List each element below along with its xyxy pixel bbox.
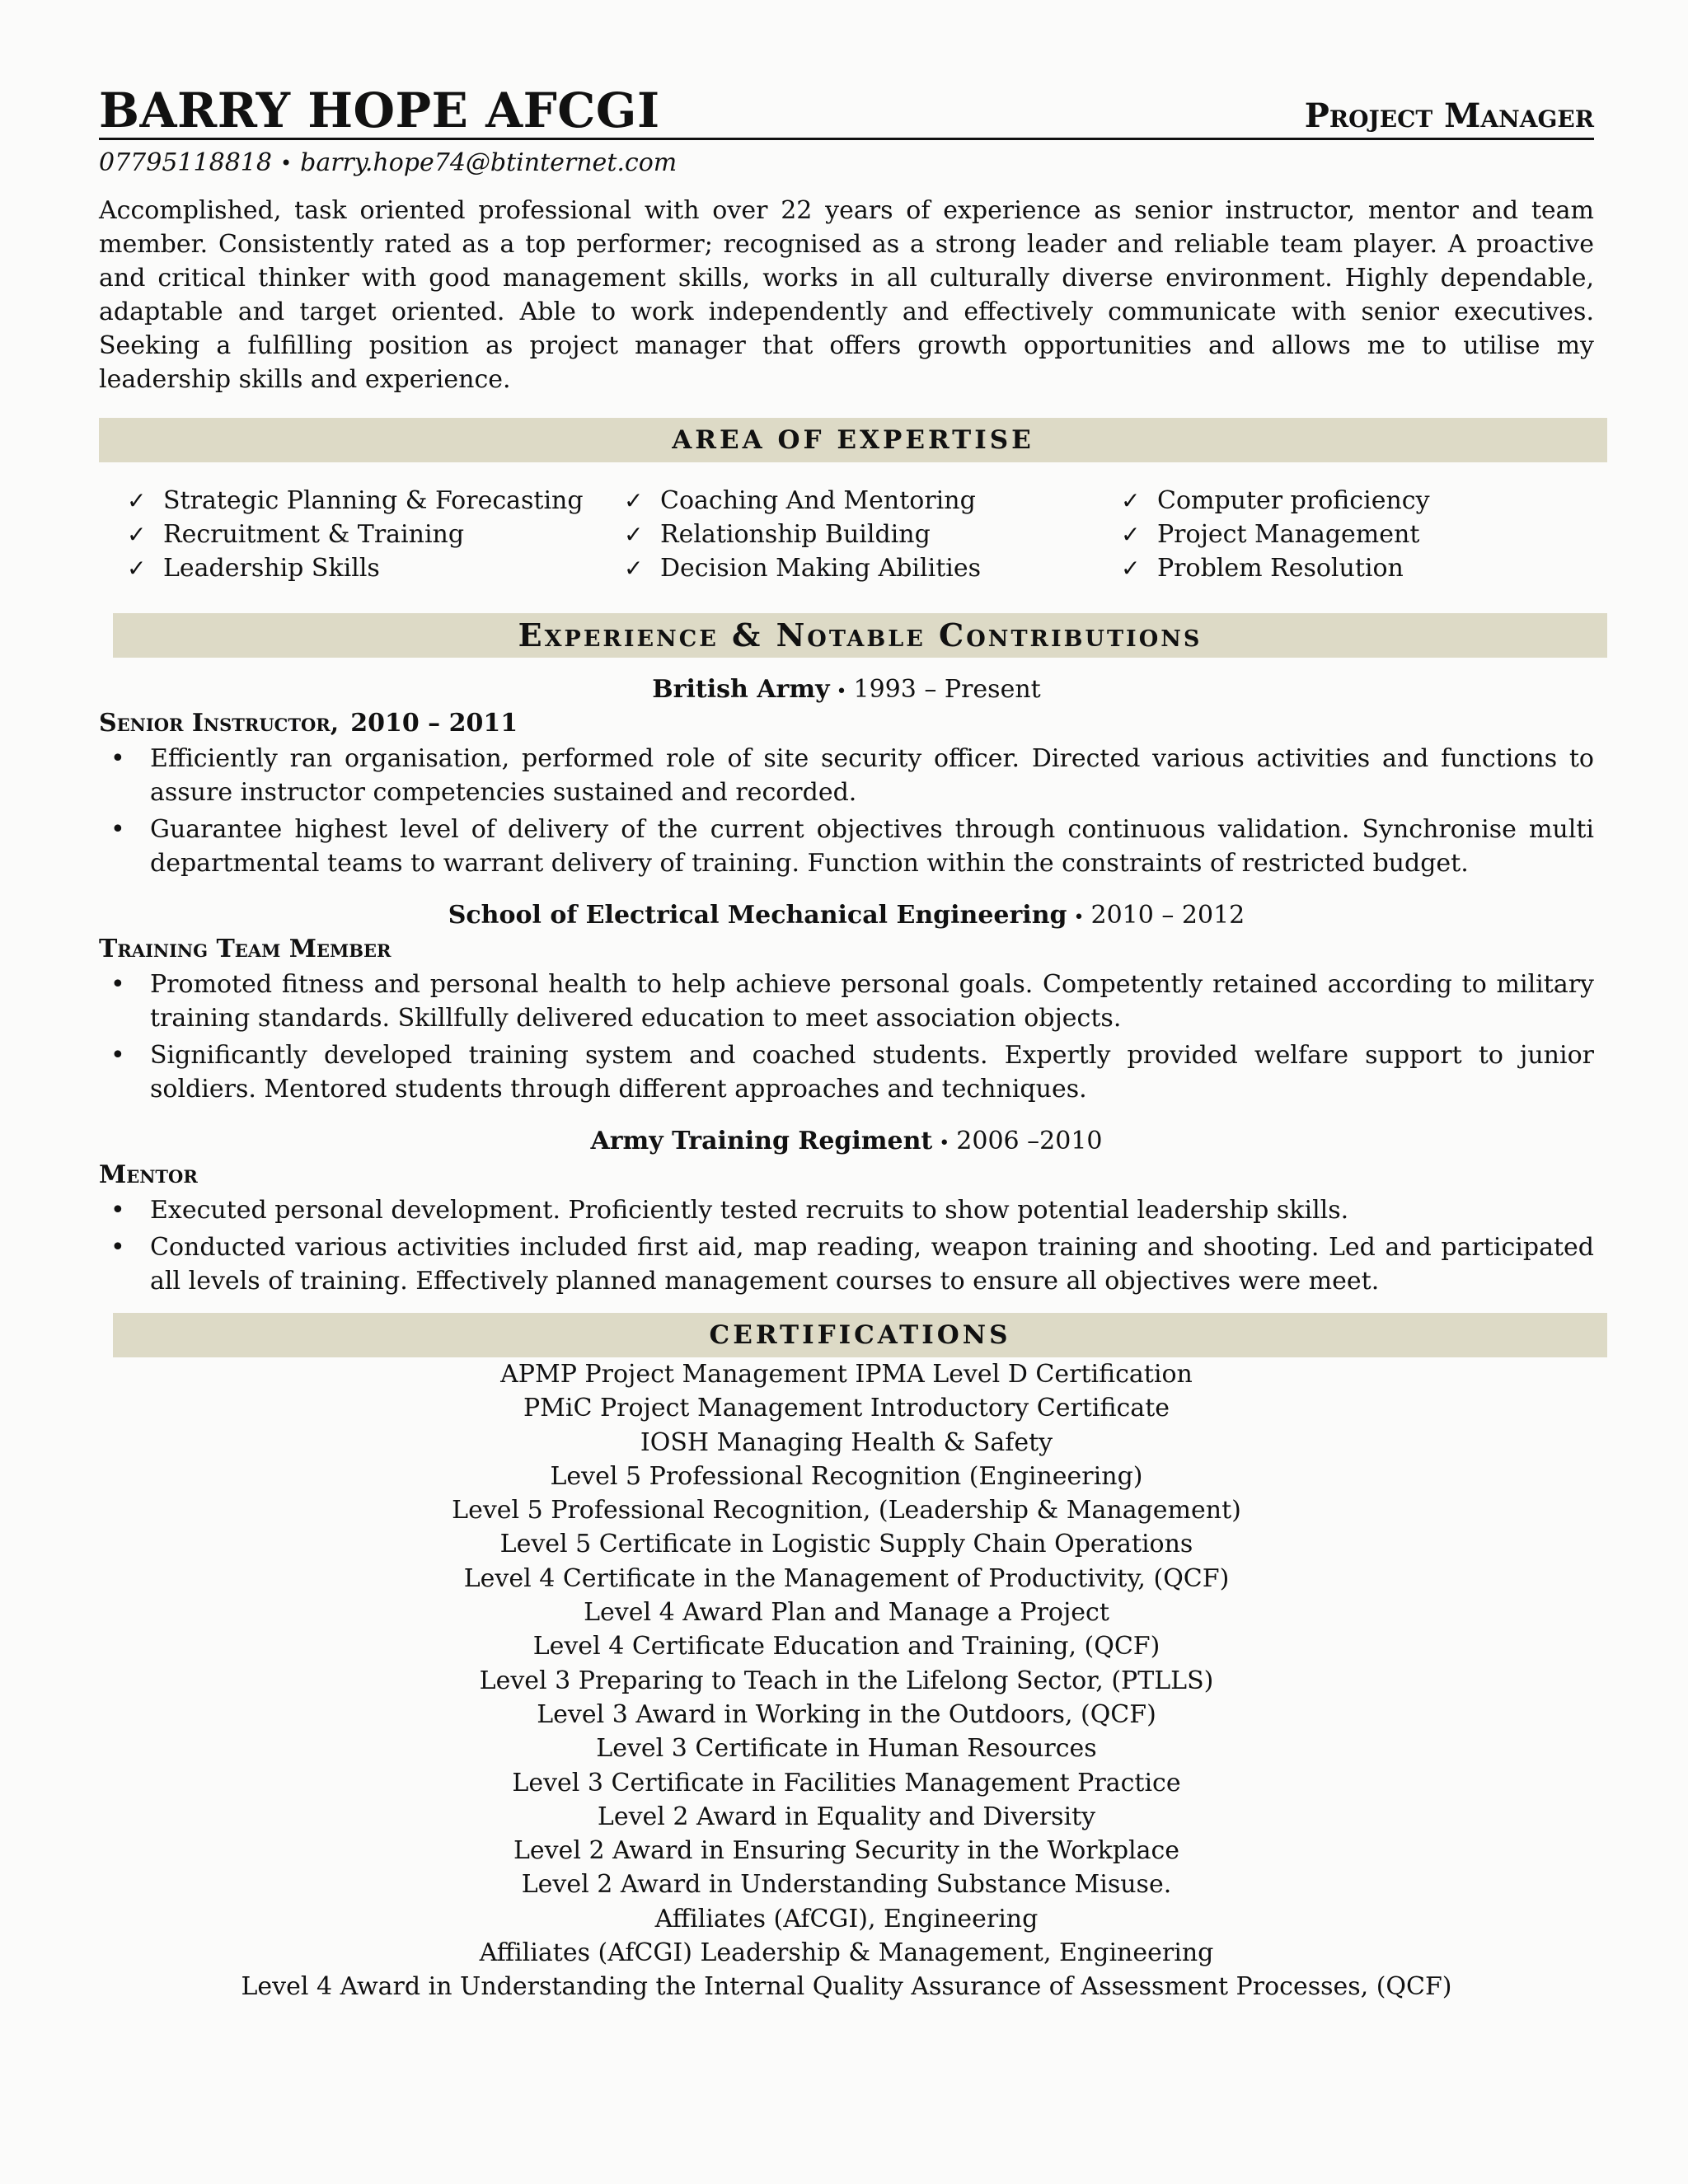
achievement-list: [99, 968, 1594, 1106]
certification-item: Level 4 Certificate in the Management of Productivity, (QCF): [463, 1563, 1230, 1593]
certification-item: Level 2 Award in Ensuring Security in the Workplace: [513, 1836, 1180, 1866]
separator-dot: •: [836, 682, 847, 702]
job-title: [99, 709, 1594, 738]
expertise-item: [1121, 518, 1582, 551]
certification-item: Level 4 Certificate Education and Training, (QCF): [532, 1632, 1160, 1661]
certification-item: Level 4 Award in Understanding the Internal Quality Assurance of Assessment Processes, (QCF): [241, 1972, 1452, 2002]
employer-dates: 2006 –2010: [956, 1127, 1103, 1155]
certification-item: Level 2 Award in Understanding Substance Misuse.: [521, 1870, 1172, 1900]
certification-item: Level 4 Award Plan and Manage a Project: [584, 1598, 1109, 1628]
expertise-label: Coaching And Mentoring: [660, 486, 976, 515]
certification-item: Level 3 Preparing to Teach in the Lifelong Sector, (PTLLS): [479, 1666, 1214, 1695]
professional-summary: Accomplished, task oriented professional with over 22 years of experience as senior instructor, mentor and team member. Consistently rated as a top performer; recognised as a strong leader and reliable team player. A proactive and critical thinker with good management skills, works in all culturally diverse environment. Highly dependable, adaptable and target oriented. Able to work independently and effectively communicate with senior executives. Seeking a fulfilling position as project manager that offers growth opportunities and allows me to utilise my leadership skills and experience.: [99, 196, 1594, 394]
resume-document: [99, 82, 1594, 2004]
expertise-label: Decision Making Abilities: [660, 554, 982, 583]
expertise-heading: AREA OF EXPERTISE: [99, 418, 1607, 462]
employer-name: British Army: [652, 675, 830, 704]
certifications-heading: CERTIFICATIONS: [113, 1313, 1607, 1357]
achievement-item: • Promoted fitness and personal health to help achieve personal goals. Competently retained according to military training standards. Skillfully delivered education to meet association objects.: [99, 968, 1594, 1035]
certification-item: Level 3 Certificate in Facilities Management Practice: [512, 1768, 1181, 1797]
expertise-label: Computer proficiency: [1157, 486, 1430, 515]
expertise-label: Problem Resolution: [1157, 554, 1404, 583]
expertise-item: [127, 551, 624, 585]
achievement-list: [99, 1193, 1594, 1298]
employer-dates: 1993 – Present: [853, 675, 1041, 704]
email-address: barry.hope74@btinternet.com: [300, 148, 678, 177]
employer-line: [99, 673, 1594, 709]
experience-heading: Experience & Notable Contributions: [113, 613, 1607, 658]
employer-name: Army Training Regiment: [590, 1127, 933, 1155]
expertise-item: [624, 484, 1121, 518]
expertise-label: Leadership Skills: [163, 554, 380, 583]
employer-line: [99, 1124, 1594, 1160]
achievement-item: • Efficiently ran organisation, performed role of site security officer. Directed various activities and functions to assure instructor competencies sustained and recorded.: [99, 742, 1594, 809]
expertise-grid: [127, 484, 1594, 585]
expertise-item: [624, 551, 1121, 585]
checkmark-icon: ✓: [127, 487, 147, 514]
expertise-item: [1121, 551, 1582, 585]
expertise-label: Strategic Planning & Forecasting: [163, 486, 584, 515]
expertise-item: [127, 518, 624, 551]
checkmark-icon: ✓: [127, 521, 147, 548]
checkmark-icon: ✓: [1121, 555, 1141, 582]
candidate-name: BARRY HOPE AFCGI: [99, 82, 660, 138]
contact-line: [99, 148, 1594, 177]
certification-item: Level 3 Certificate in Human Resources: [596, 1734, 1097, 1764]
separator-dot: •: [939, 1133, 950, 1154]
checkmark-icon: ✓: [624, 555, 644, 582]
certification-item: Affiliates (AfCGI) Leadership & Management, Engineering: [479, 1938, 1214, 1968]
certification-item: Level 2 Award in Equality and Diversity: [597, 1802, 1096, 1831]
expertise-label: Relationship Building: [660, 520, 931, 549]
certification-item: IOSH Managing Health & Safety: [640, 1427, 1053, 1457]
separator-dot: •: [279, 151, 293, 175]
expertise-label: Project Management: [1157, 520, 1420, 549]
certification-item: Level 5 Professional Recognition, (Leadership & Management): [452, 1496, 1241, 1526]
certification-item: Affiliates (AfCGI), Engineering: [654, 1904, 1039, 1933]
expertise-item: [624, 518, 1121, 551]
employer-dates: 2010 – 2012: [1090, 901, 1245, 930]
checkmark-icon: ✓: [127, 555, 147, 582]
job-title-text: Mentor: [99, 1160, 198, 1189]
resume-header: [99, 82, 1594, 140]
achievement-list: [99, 742, 1594, 880]
expertise-item: [127, 484, 624, 518]
employer-line: [99, 898, 1594, 935]
checkmark-icon: ✓: [1121, 521, 1141, 548]
certifications-list: [99, 1357, 1594, 2004]
experience-list: [99, 673, 1594, 1298]
job-title: [99, 1160, 1594, 1190]
achievement-item: • Guarantee highest level of delivery of the current objectives through continuous validation. Synchronise multi departmental teams to warrant delivery of training. Function within the constraints of restricted budget.: [99, 813, 1594, 880]
target-role: Project Manager: [1304, 96, 1594, 135]
certification-item: PMiC Project Management Introductory Certificate: [523, 1394, 1170, 1423]
employer-name: School of Electrical Mechanical Engineering: [448, 901, 1067, 930]
checkmark-icon: ✓: [624, 487, 644, 514]
job-title-years: 2010 – 2011: [350, 709, 518, 738]
checkmark-icon: ✓: [624, 521, 644, 548]
phone-number: 07795118818: [99, 148, 272, 177]
job-title-text: Training Team Member: [99, 935, 392, 963]
achievement-item: • Executed personal development. Proficiently tested recruits to show potential leadership skills.: [99, 1193, 1594, 1227]
expertise-label: Recruitment & Training: [163, 520, 465, 549]
job-title: [99, 935, 1594, 964]
certification-item: Level 5 Certificate in Logistic Supply Chain Operations: [499, 1530, 1193, 1559]
expertise-item: [1121, 484, 1582, 518]
achievement-item: • Significantly developed training system and coached students. Expertly provided welfare support to junior soldiers. Mentored students through different approaches and techniques.: [99, 1038, 1594, 1106]
achievement-item: • Conducted various activities included first aid, map reading, weapon training and shooting. Led and participated all levels of training. Effectively planned management courses to ensure all objectives were meet.: [99, 1230, 1594, 1298]
job-title-text: Senior Instructor,: [99, 709, 340, 738]
certification-item: APMP Project Management IPMA Level D Certification: [500, 1360, 1193, 1389]
certification-item: Level 3 Award in Working in the Outdoors, (QCF): [537, 1699, 1156, 1729]
checkmark-icon: ✓: [1121, 487, 1141, 514]
certification-item: Level 5 Professional Recognition (Engineering): [550, 1461, 1143, 1491]
separator-dot: •: [1073, 907, 1085, 928]
